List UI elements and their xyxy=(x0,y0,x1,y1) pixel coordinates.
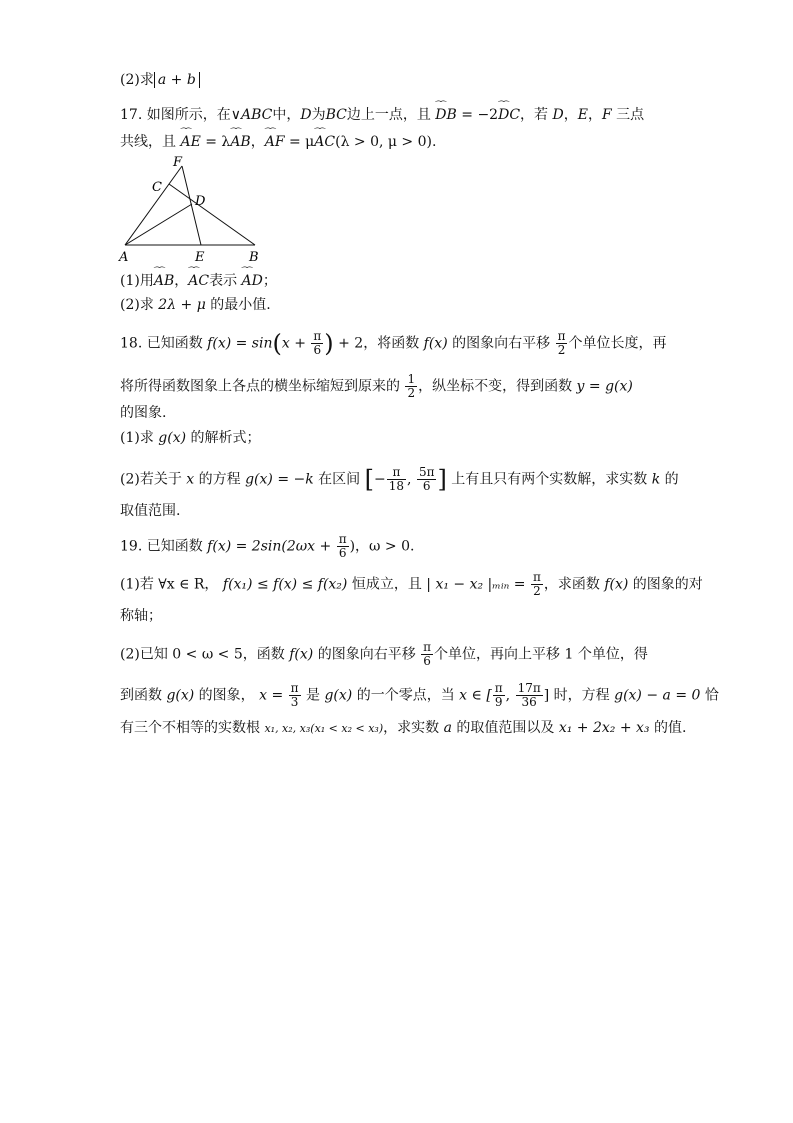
q19-part1-line2: 称轴； xyxy=(120,608,162,624)
q19-part1-line1: (1)若 ∀x ∈ R， f(x₁) ≤ f(x) ≤ f(x₂) 恒成立，且 | x₁ − x₂ |ₘᵢₙ = $\frac{\pi}{2}$ ，求函数 f(x) 的图象的对 xyxy=(120,570,703,598)
q16-part2: (2)求 a + b xyxy=(120,70,200,90)
q18-part2-line2: 取值范围. xyxy=(120,503,181,519)
q19-part2-line3: 有三个不相等的实数根 x₁, x₂, x₃(x₁ < x₂ < x₃)，求实数 a 的取值范围以及 x₁ + 2x₂ + x₃ 的值. xyxy=(120,720,687,736)
fraction-pi-2-b: $\frac{\pi}{2}$ xyxy=(532,570,541,598)
label-e: E xyxy=(195,250,205,264)
triangle-figure xyxy=(115,152,275,264)
q18-stem-line1: 18. 已知函数 f(x) = sin(x + $\frac{\pi}{6}$ ) + 2，将函数 f(x) 的图象向右平移 $\frac{\pi}{2}$ 个单位长度，再 xyxy=(120,329,667,358)
q18-stem-line3: 的图象. xyxy=(120,405,167,421)
label-b: B xyxy=(249,250,259,264)
q17-part1: (1)用⏜⏜ AB，⏜⏜ AC表示 ⏜⏜ AD； xyxy=(120,271,277,291)
label-c: C xyxy=(152,180,162,195)
segment-ad xyxy=(125,204,192,245)
label-a: A xyxy=(119,250,129,264)
vector-ac: ⏜⏜ AC xyxy=(314,132,335,152)
fraction-pi-6: $\frac{\pi}{6}$ xyxy=(313,329,322,357)
q19-stem: 19. 已知函数 f(x) = 2sin(2ωx + $\frac{\pi}{6}$ )，ω > 0. xyxy=(120,532,415,560)
vector-dc: ⏜⏜ DC xyxy=(498,105,520,125)
segment-af xyxy=(125,166,182,245)
vector-ae: ⏜⏜ AE xyxy=(180,132,200,152)
fraction-pi-18: $\frac{\pi}{18}$ xyxy=(388,465,405,493)
q19-part2-line1: (2)已知 0 < ω < 5，函数 f(x) 的图象向右平移 $\frac{\pi}{6}$ 个单位，再向上平移 1 个单位，得 xyxy=(120,640,648,668)
fraction-pi-2: $\frac{\pi}{2}$ xyxy=(557,329,566,357)
label-d: D xyxy=(195,194,206,209)
abs-expression: a + b xyxy=(154,72,200,88)
fraction-pi-6-b: $\frac{\pi}{6}$ xyxy=(338,532,347,560)
q17-stem-line2: 共线，且 ⏜⏜ AE = λ⏜⏜ AB，⏜⏜ AF = μ⏜⏜ AC(λ > 0, μ > 0). xyxy=(120,132,436,152)
vector-ab: ⏜⏜ AB xyxy=(230,132,250,152)
q18-stem-line2: 将所得函数图象上各点的横坐标缩短到原来的 $\frac{1}{2}$ ，纵坐标不变，得到函数 y = g(x) xyxy=(120,372,633,400)
q19-part2-line2: 到函数 g(x) 的图象， x = $\frac{\pi}{3}$ 是 g(x) 的一个零点，当 x ∈ [ $\frac{\pi}{9}$ , $\frac{17\pi}{36}$ ] 时，方程 g(x) − a = 0 恰 xyxy=(120,681,719,709)
segment-cb xyxy=(169,184,255,245)
vector-af: ⏜⏜ AF xyxy=(265,132,285,152)
vector-db: ⏜⏜ DB xyxy=(435,105,457,125)
fraction-pi-9: $\frac{\pi}{9}$ xyxy=(494,681,503,709)
q18-part1: (1)求 g(x) 的解析式； xyxy=(120,430,261,446)
q18-part2-line1: (2)若关于 x 的方程 g(x) = −k 在区间 [− $\frac{\pi}{18}$ , $\frac{5\pi}{6}$ ] 上有且只有两个实数解，求实数 k 的 xyxy=(120,465,679,494)
q17-stem-line1: 17. 如图所示，在∨ABC中，D为BC边上一点，且 ⏜⏜ DB = −2⏜⏜ DC，若 D，E，F 三点 xyxy=(120,105,644,125)
fraction-1-2: $\frac{1}{2}$ xyxy=(407,372,416,400)
fraction-pi-3: $\frac{\pi}{3}$ xyxy=(290,681,299,709)
fraction-pi-6-c: $\frac{\pi}{6}$ xyxy=(423,640,432,668)
fraction-17pi-36: $\frac{17\pi}{36}$ xyxy=(517,681,541,709)
q17-part2: (2)求 2λ + μ 的最小值. xyxy=(120,297,271,313)
label-f: F xyxy=(173,155,183,170)
fraction-5pi-6: $\frac{5\pi}{6}$ xyxy=(418,465,435,493)
